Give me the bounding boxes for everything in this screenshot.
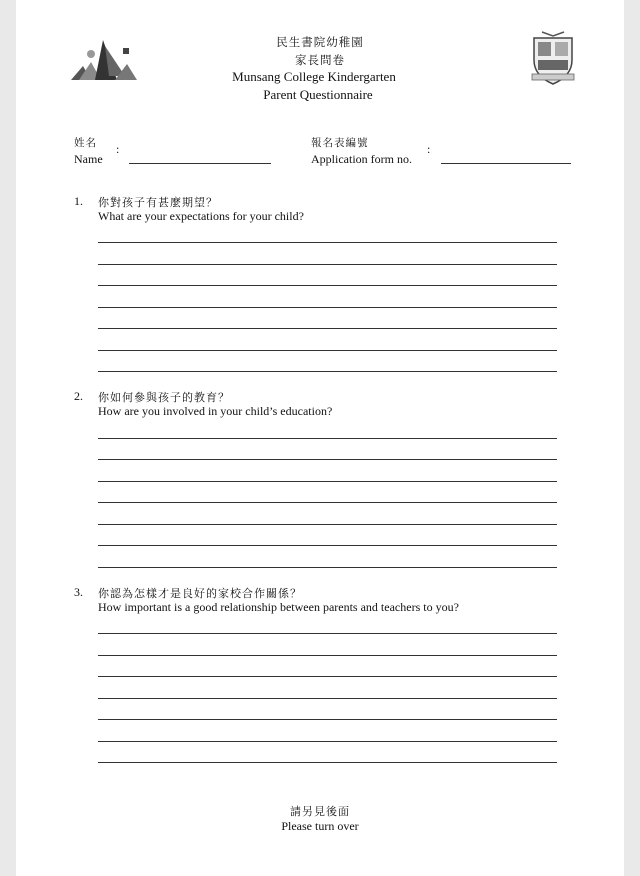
answer-3-line[interactable] bbox=[98, 698, 557, 699]
answer-1-line[interactable] bbox=[98, 264, 557, 265]
name-field[interactable] bbox=[129, 163, 271, 164]
question-2-en: How are you involved in your child’s education? bbox=[98, 404, 333, 418]
question-1-number: 1. bbox=[74, 194, 83, 208]
answer-3-line[interactable] bbox=[98, 762, 557, 763]
question-3-en: How important is a good relationship between parents and teachers to you? bbox=[98, 600, 459, 614]
school-name-zh: 民生書院幼稚園 bbox=[276, 35, 364, 49]
name-colon: : bbox=[116, 142, 120, 156]
answer-2-line[interactable] bbox=[98, 502, 557, 503]
question-2-zh: 你如何參與孩子的教育？ bbox=[98, 391, 230, 404]
answer-2-line[interactable] bbox=[98, 567, 557, 568]
application-label bbox=[311, 135, 412, 167]
application-colon: : bbox=[427, 142, 431, 156]
question-3-zh: 你認為怎樣才是良好的家校合作關係？ bbox=[98, 587, 302, 600]
answer-2-line[interactable] bbox=[98, 545, 557, 546]
answer-3-line[interactable] bbox=[98, 633, 557, 634]
doc-title-en: Parent Questionnaire bbox=[263, 87, 373, 102]
answer-2-line[interactable] bbox=[98, 459, 557, 460]
question-1-zh: 你對孩子有甚麼期望？ bbox=[98, 196, 218, 209]
answer-1-line[interactable] bbox=[98, 350, 557, 351]
answer-2-line[interactable] bbox=[98, 438, 557, 439]
name-label-en: Name bbox=[74, 152, 103, 166]
answer-1-line[interactable] bbox=[98, 307, 557, 308]
application-label-en: Application form no. bbox=[311, 152, 412, 166]
turn-over-en: Please turn over bbox=[281, 819, 359, 833]
answer-3-line[interactable] bbox=[98, 741, 557, 742]
name-label-zh: 姓名 bbox=[74, 137, 97, 149]
answer-3-line[interactable] bbox=[98, 676, 557, 677]
application-label-zh: 報名表編號 bbox=[311, 137, 369, 149]
question-2-number: 2. bbox=[74, 389, 83, 403]
answer-1-line[interactable] bbox=[98, 242, 557, 243]
doc-title-zh: 家長問卷 bbox=[295, 53, 345, 67]
question-1-en: What are your expectations for your child? bbox=[98, 209, 304, 223]
school-name-en: Munsang College Kindergarten bbox=[232, 69, 396, 84]
answer-2-line[interactable] bbox=[98, 481, 557, 482]
answer-3-line[interactable] bbox=[98, 655, 557, 656]
question-3-number: 3. bbox=[74, 585, 83, 599]
application-number-field[interactable] bbox=[441, 163, 571, 164]
answer-1-line[interactable] bbox=[98, 328, 557, 329]
answer-1-line[interactable] bbox=[98, 285, 557, 286]
answer-2-line[interactable] bbox=[98, 524, 557, 525]
name-label bbox=[74, 135, 103, 167]
answer-1-line[interactable] bbox=[98, 371, 557, 372]
turn-over-zh: 請另見後面 bbox=[290, 805, 350, 818]
answer-3-line[interactable] bbox=[98, 719, 557, 720]
